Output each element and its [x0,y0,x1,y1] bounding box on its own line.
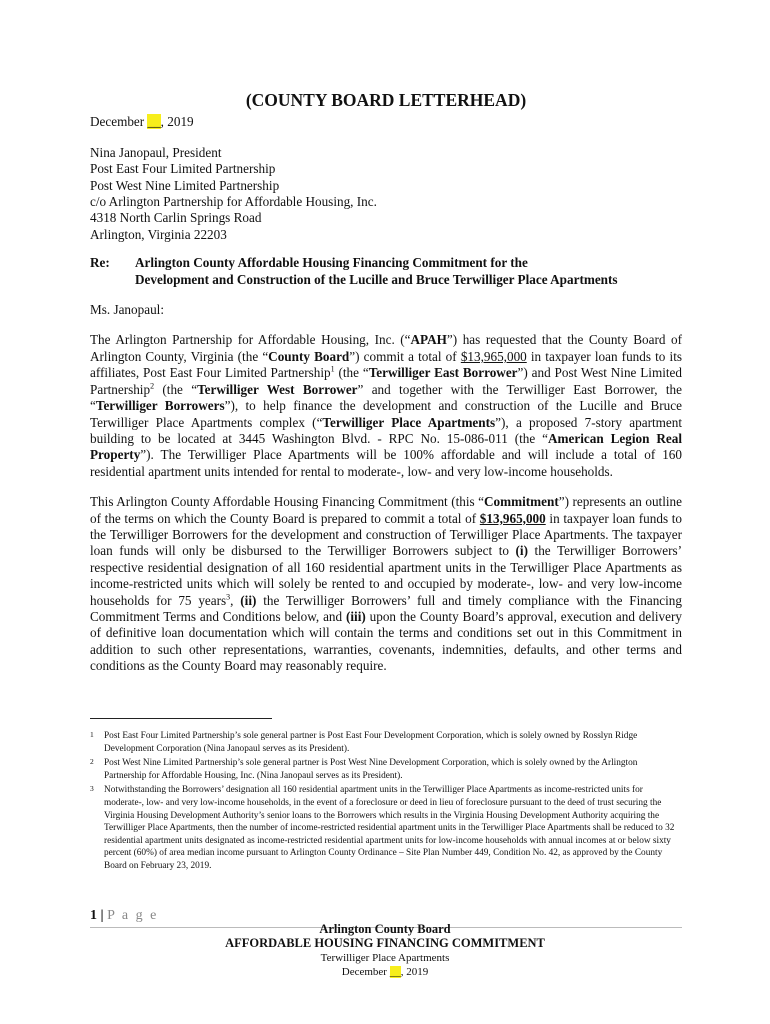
address-line: 4318 North Carlin Springs Road [90,210,262,226]
recipient-address [90,145,682,243]
footnote-1: 1 Post East Four Limited Partnership’s sole general partner is Post East Four Development Corporation, which is solely owned by Rosslyn Ridge Development Corporation (Nina Janopaul serves as its President). [90,730,638,754]
page-number: 1 | P a g e [90,908,159,923]
salutation: Ms. Janopaul: [90,302,164,318]
date-blank-highlight: __ [147,114,161,130]
letter-body [90,92,682,675]
address-line: Post West Nine Limited Partnership [90,177,280,193]
footnote-2: 2 Post West Nine Limited Partnership’s sole general partner is Post West Nine Development Corporation, which is solely owned by the Arlington Partnership for Affordable Housing, Inc. (Nina Janopaul serves as its President). [90,757,638,781]
address-line: Post East Four Limited Partnership [90,161,276,177]
footnote-separator [90,718,272,719]
subject-text: Arlington County Affordable Housing Financing Commitment for the Development and Construction of the Lucille and Bruce Terwilliger Place Apartments [135,255,618,287]
subject-line [90,255,682,288]
paragraph-2: This Arlington County Affordable Housing Financing Commitment (this “Commitment”) represents an outline of the terms on which the County Board is prepared to commit a total of $13,965,000 in taxpayer loan funds to the Terwilliger Borrowers for the development and construction of Terwilliger Place Apartments. The taxpayer loan funds will only be disbursed to the Terwilliger Borrowers subject to (i) the Terwilliger Borrowers’ respective residential designation of all 160 residential apartment units in the Terwilliger Place Apartments as income-restricted units which will solely be rented to and occupied by moderate-, low- and very low-income households for 75 years$^3$, (ii) the Terwilliger Borrowers’ full and timely compliance with the Financing Commitment Terms and Conditions below, and (iii) upon the County Board’s approval, execution and delivery of definitive loan documentation which will contain the terms and conditions set out in this Commitment in addition to such other representations, warranties, covenants, indemnities, defaults, and other terms and conditions as the County Board may reasonably require. [90,494,683,674]
subject-label: Re: [90,255,110,271]
paragraph-1: The Arlington Partnership for Affordable Housing, Inc. (“APAH”) has requested that the County Board of Arlington County, Virginia (the “County Board”) commit a total of $13,965,000 in taxpayer loan funds to its affiliates, Post East Four Limited Partnership$^1$ (the “Terwilliger East Borrower”) and Post West Nine Limited Partnership$^2$ (the “Terwilliger West Borrower” and together with the Terwilliger East Borrower, the “Terwilliger Borrowers”), to help finance the development and construction of the Lucille and Bruce Terwilliger Place Apartments complex (“Terwilliger Place Apartments”), a proposed 7-story apartment building to be located at 3445 Washington Blvd. - RPC No. 15-086-011 (the “American Legion Real Property”). The Terwilliger Place Apartments will be 100% affordable and will include a total of 160 residential apartment units intended for rental to moderate-, low- and very low-income households. [90,332,683,479]
footer-line-4: December __, 2019 [341,966,429,978]
address-line: Arlington, Virginia 22203 [90,226,227,242]
footnotes [90,730,682,875]
footer-line-2: AFFORDABLE HOUSING FINANCING COMMITMENT [225,936,545,950]
footer-date-blank-highlight: __ [389,966,401,978]
letter-date: December __, 2019 [90,114,194,130]
footer-line-1: Arlington County Board [319,922,451,936]
address-line: Nina Janopaul, President [90,144,222,160]
letterhead-title: (COUNTY BOARD LETTERHEAD) [245,90,527,110]
footer-line-3: Terwilliger Place Apartments [320,952,450,964]
address-line: c/o Arlington Partnership for Affordable Housing, Inc. [90,194,377,210]
footnote-3: 3 Notwithstanding the Borrowers’ designation all 160 residential apartment units in the Terwilliger Place Apartments as income-restricted units for moderate-, low- and very low-income households, in the event of a foreclosure or deed in lieu of foreclosure pursuant to the deed of trust securing the Virginia Housing Development Authority’s senior loans to the Borrowers which results in the Virginia Housing Development Authority acquiring the Terwilliger Place Apartments, then the number of income-restricted residential apartment units in the Terwilliger Place Apartments shall be reduced to 32 residential apartment units designated as income-restricted residential apartment units for low-income households with annual incomes at or below sixty percent (60%) of area median income pursuant to Arlington County Ordinance – Site Plan Number 449, Condition No. 42, as approved by the County Board on February 23, 2019. [90,784,675,871]
